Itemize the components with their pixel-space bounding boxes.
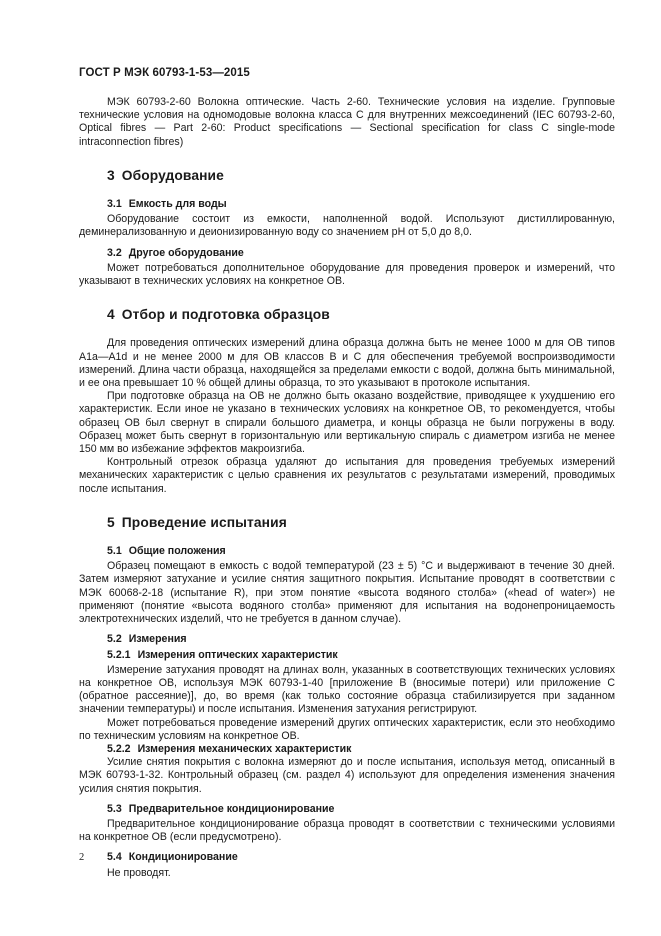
section-number: 5: [107, 514, 115, 530]
paragraph: Контрольный отрезок образца удаляют до испытания для проведения требуемых измерений механических характеристик с целью сравнения их результатов с результатами измерений, проводимых после испытания.: [79, 456, 615, 495]
section-4-heading: [79, 308, 615, 321]
document-header: ГОСТ Р МЭК 60793-1-53—2015: [79, 67, 250, 79]
section-5-2-heading: [79, 633, 615, 646]
section-5-3-heading: [79, 803, 615, 816]
paragraph: Может потребоваться проведение измерений других оптических характеристик, если это необходимо по техническим условиям на конкретное ОВ.: [79, 716, 615, 742]
subsection-number: 5.2: [107, 633, 122, 646]
paragraph: Оборудование состоит из емкости, наполненной водой. Используют дистиллированную, деминерализованную и деионизированную воду со значением рН от 5,0 до 8,0.: [79, 213, 615, 239]
subsection-title: Емкость для воды: [128, 198, 227, 211]
section-3-1-heading: [79, 198, 615, 211]
section-3-2-heading: [79, 247, 615, 260]
reference-paragraph: МЭК 60793-2-60 Волокна оптические. Часть 2-60. Технические условия на изделие. Групповые технические условия на одномодовые волокна класса C для внутренних межсоединений (IEC 60793-2-60, Optical fibres — Part 2-60: Product specifications — Sectional specification for class C single-mode intraconnection fibres): [79, 96, 615, 148]
subsection-title: Другое оборудование: [128, 246, 244, 259]
paragraph: Образец помещают в емкость с водой температурой (23 ± 5) °C и выдерживают в течение 30 дней. Затем измеряют затухание и усилие снятия защитного покрытия. Испытание проводят в соответствии с МЭК 60068-2-18 (испытание R), при этом понятие «высота водяного столба» («head of water») не применяют (понятие «высота водяного столба» применяют для испытания на водонепроницаемость электротехнических изделий, что не требуется в данном случае).: [79, 560, 615, 626]
section-5-heading: [79, 516, 615, 529]
subsection-title: Измерения механических характеристик: [137, 742, 352, 755]
paragraph: Предварительное кондиционирование образца проводят в соответствии с техническими условиями на конкретное ОВ (если предусмотрено).: [79, 817, 615, 844]
subsection-number: 5.4: [107, 851, 122, 864]
subsection-title: Кондиционирование: [128, 851, 238, 864]
subsection-number: 5.2.2: [107, 742, 131, 755]
document-body: [79, 96, 615, 880]
subsection-number: 5.3: [107, 802, 122, 815]
section-number: 4: [107, 307, 115, 323]
page-number: 2: [79, 852, 85, 863]
section-5-2-2-heading: [79, 743, 615, 756]
section-title: Проведение испытания: [121, 514, 287, 530]
paragraph: Для проведения оптических измерений длина образца должна быть не менее 1000 м для ОВ типов A1a—A1d и не менее 2000 м для ОВ классов B и C для обеспечения требуемой воспроизводимости измерений. Длина части образца, находящейся за пределами емкости с водой, должна быть минимальной, и ее она превышает 10 % общей длины образца, то это указывают в протоколе испытания.: [79, 337, 615, 390]
subsection-title: Измерения оптических характеристик: [137, 648, 338, 661]
section-5-1-heading: [79, 545, 615, 558]
section-5-4-heading: [79, 851, 615, 864]
subsection-number: 3.1: [107, 198, 122, 211]
subsection-number: 5.1: [107, 545, 122, 558]
section-number: 3: [107, 167, 115, 183]
subsection-number: 5.2.1: [107, 648, 131, 661]
subsection-title: Предварительное кондиционирование: [128, 802, 335, 815]
paragraph: Усилие снятия покрытия с волокна измеряют до и после испытания, используя метод, описанный в МЭК 60793-1-32. Контрольный образец (см. раздел 4) используют для определения изменения значения усилия снятия покрытия.: [79, 756, 615, 795]
subsection-number: 3.2: [107, 246, 122, 259]
paragraph: Может потребоваться дополнительное оборудование для проведения проверок и измерений, что указывают в технических условиях на конкретное ОВ.: [79, 261, 615, 288]
paragraph: Измерение затухания проводят на длинах волн, указанных в соответствующих технических условиях на конкретное ОВ, используя МЭК 60793-1-40 [приложение B (вносимые потери) или приложение C (обратное рассеяние)], до, во время (как только состояние образца стабилизируется при заданном значении температуры) и после испытания. Изменения затухания регистрируют.: [79, 663, 615, 716]
paragraph: При подготовке образца на ОВ не должно быть оказано воздействие, приводящее к ухудшению его характеристик. Если иное не указано в технических условиях на конкретное ОВ, то рекомендуется, чтобы образец ОВ был свернут в спирали большого диаметра, и концы образца не были погружены в воду. Образец может быть свернут в горизонтальную или вертикальную спираль с диаметром изгиба не менее 150 мм во избежание эффектов макроизгиба.: [79, 390, 615, 456]
section-title: Оборудование: [121, 167, 224, 183]
section-5-2-1-heading: [79, 649, 615, 662]
section-title: Отбор и подготовка образцов: [121, 307, 330, 323]
section-3-heading: [79, 169, 615, 182]
subsection-title: Измерения: [128, 633, 187, 646]
subsection-title: Общие положения: [128, 545, 226, 558]
paragraph: Не проводят.: [107, 866, 171, 879]
